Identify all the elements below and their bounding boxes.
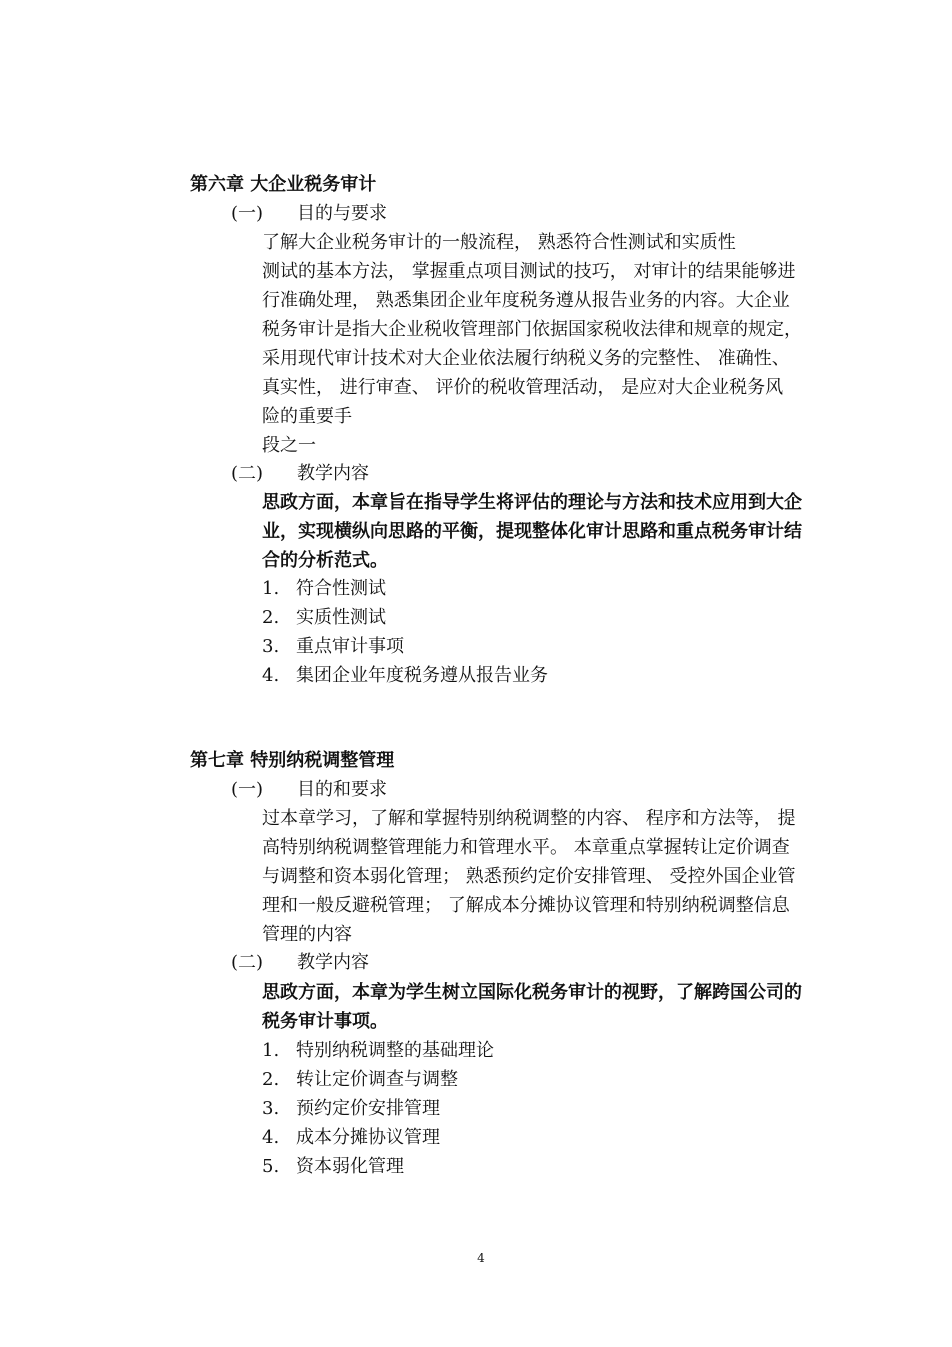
- list-item: [262, 661, 548, 690]
- text-line: 采用现代审计技术对大企业依法履行纳税义务的完整性、 准确性、: [262, 348, 790, 369]
- text-line: 了解大企业税务审计的一般流程， 熟悉符合性测试和实质性: [262, 232, 736, 253]
- text-line: 思政方面，本章旨在指导学生将评估的理论与方法和技术应用到大企: [262, 492, 802, 513]
- section-label: 教学内容: [297, 463, 369, 484]
- list-item: [262, 1094, 494, 1123]
- text-line: 税务审计是指大企业税收管理部门依据国家税收法律和规章的规定，: [262, 319, 802, 340]
- section-label: 目的和要求: [297, 779, 387, 800]
- list-item-number: 2.: [262, 607, 280, 628]
- list-item: [262, 1123, 494, 1152]
- list-item-number: 4.: [262, 1127, 280, 1148]
- list-item-number: 4.: [262, 665, 280, 686]
- list-item-text: 符合性测试: [296, 578, 386, 599]
- text-line: 与调整和资本弱化管理； 熟悉预约定价安排管理、 受控外国企业管: [262, 866, 796, 887]
- section-number: (一): [231, 203, 264, 224]
- chapter-6-ideological-text: [262, 488, 842, 575]
- chapter-7-ideological-text: [262, 978, 842, 1036]
- section-label: 目的与要求: [297, 203, 387, 224]
- section-number: (一): [231, 779, 264, 800]
- chapter-7-content-heading: [231, 950, 369, 976]
- list-item: [262, 1065, 494, 1094]
- chapter-7-objectives-heading: [231, 777, 387, 803]
- text-line: 税务审计事项。: [262, 1011, 388, 1032]
- chapter-6-objectives-text: [262, 228, 842, 460]
- chapter-6-objectives-heading: [231, 201, 387, 227]
- section-number: (二): [231, 463, 264, 484]
- list-item-text: 集团企业年度税务遵从报告业务: [296, 665, 548, 686]
- list-item-number: 2.: [262, 1069, 280, 1090]
- list-item: [262, 632, 548, 661]
- list-item-text: 重点审计事项: [296, 636, 404, 657]
- list-item-number: 3.: [262, 636, 280, 657]
- text-line: 管理的内容: [262, 924, 352, 945]
- list-item: [262, 1152, 494, 1181]
- text-line: 业，实现横纵向思路的平衡，提现整体化审计思路和重点税务审计结: [262, 521, 802, 542]
- text-line: 行准确处理， 熟悉集团企业年度税务遵从报告业务的内容。大企业: [262, 290, 790, 311]
- chapter-7-objectives-text: [262, 804, 842, 949]
- chapter-6-content-list: [262, 574, 548, 690]
- section-label: 教学内容: [297, 952, 369, 973]
- text-line: 真实性， 进行审查、 评价的税收管理活动， 是应对大企业税务风: [262, 377, 784, 398]
- list-item-text: 成本分摊协议管理: [296, 1127, 440, 1148]
- chapter-7-content-list: [262, 1036, 494, 1181]
- list-item-number: 5.: [262, 1156, 280, 1177]
- text-line: 测试的基本方法， 掌握重点项目测试的技巧， 对审计的结果能够进: [262, 261, 796, 282]
- text-line: 思政方面，本章为学生树立国际化税务审计的视野，了解跨国公司的: [262, 982, 802, 1003]
- section-number: (二): [231, 952, 264, 973]
- chapter-6-title: 第六章 大企业税务审计: [190, 174, 377, 195]
- text-line: 理和一般反避税管理； 了解成本分摊协议管理和特别纳税调整信息: [262, 895, 790, 916]
- list-item-number: 1.: [262, 1040, 280, 1061]
- list-item-number: 1.: [262, 578, 280, 599]
- text-line: 过本章学习，了解和掌握特别纳税调整的内容、 程序和方法等， 提: [262, 808, 796, 829]
- list-item-text: 转让定价调查与调整: [296, 1069, 458, 1090]
- list-item-text: 特别纳税调整的基础理论: [296, 1040, 494, 1061]
- list-item-text: 预约定价安排管理: [296, 1098, 440, 1119]
- list-item: [262, 1036, 494, 1065]
- text-line: 段之一: [262, 435, 316, 456]
- text-line: 高特别纳税调整管理能力和管理水平。 本章重点掌握转让定价调查: [262, 837, 790, 858]
- page-number: 4: [477, 1251, 485, 1265]
- list-item-text: 资本弱化管理: [296, 1156, 404, 1177]
- chapter-6-content-heading: [231, 461, 369, 487]
- list-item-number: 3.: [262, 1098, 280, 1119]
- chapter-7-title: 第七章 特别纳税调整管理: [190, 750, 395, 771]
- text-line: 险的重要手: [262, 406, 352, 427]
- list-item: [262, 574, 548, 603]
- list-item-text: 实质性测试: [296, 607, 386, 628]
- list-item: [262, 603, 548, 632]
- text-line: 合的分析范式。: [262, 550, 388, 571]
